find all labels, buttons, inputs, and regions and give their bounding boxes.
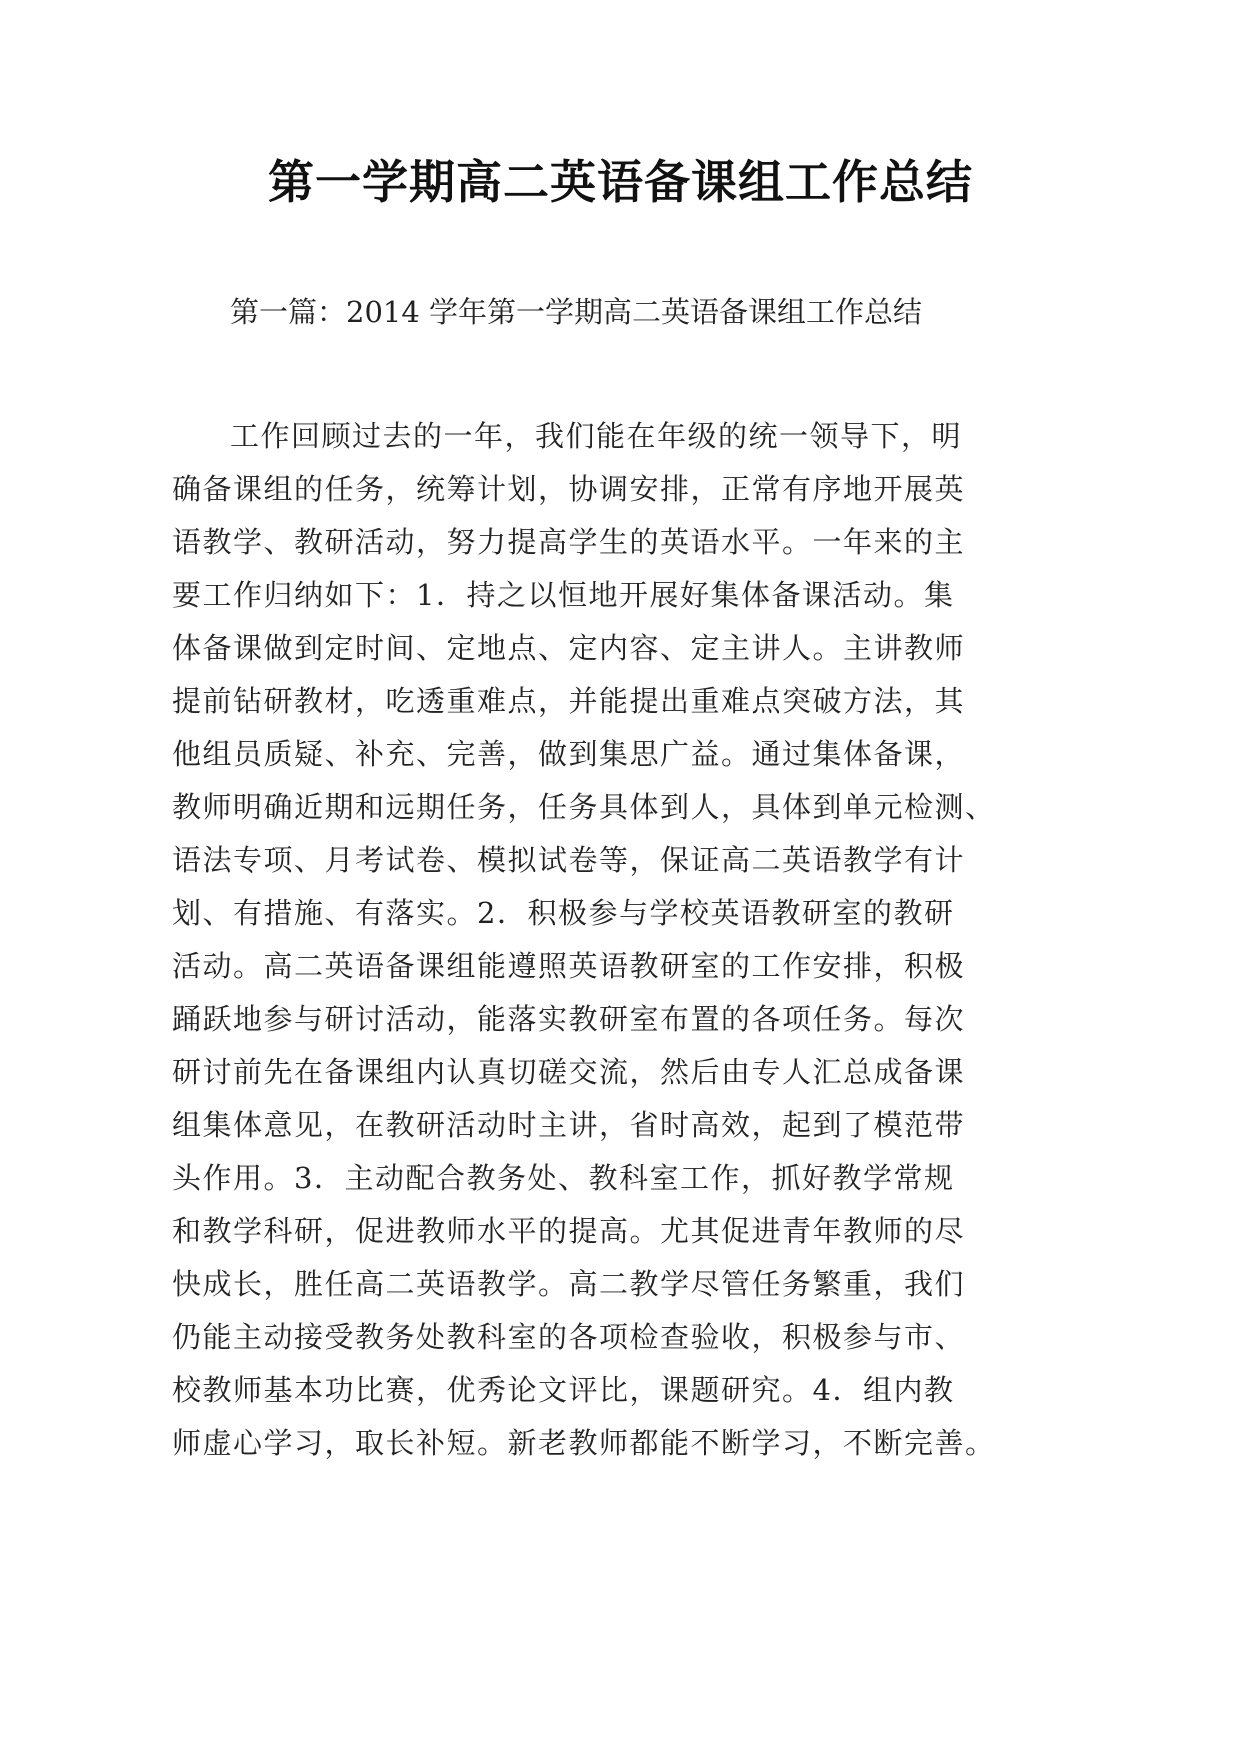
body-line: 头作用。3．主动配合教务处、教科室工作，抓好教学常规 <box>172 1161 955 1195</box>
body-line: 教师明确近期和远期任务，任务具体到人，具体到单元检测、 <box>172 790 996 824</box>
document-body <box>172 410 1072 1470</box>
body-line: 和教学科研，促进教师水平的提高。尤其促进青年教师的尽 <box>172 1214 966 1248</box>
body-line: 工作回顾过去的一年，我们能在年级的统一领导下，明 <box>230 419 963 453</box>
body-line: 踊跃地参与研讨活动，能落实教研室布置的各项任务。每次 <box>172 1002 966 1036</box>
body-line: 语法专项、月考试卷、模拟试卷等，保证高二英语教学有计 <box>172 843 966 877</box>
body-line: 组集体意见，在教研活动时主讲，省时高效，起到了模范带 <box>172 1108 966 1142</box>
body-line: 快成长，胜任高二英语教学。高二教学尽管任务繁重，我们 <box>172 1267 966 1301</box>
body-line: 师虚心学习，取长补短。新老教师都能不断学习，不断完善。 <box>172 1426 996 1460</box>
body-line: 仍能主动接受教务处教科室的各项检查验收，积极参与市、 <box>172 1320 966 1354</box>
document-title: 第一学期高二英语备课组工作总结 <box>268 155 973 209</box>
body-line: 要工作归纳如下：1．持之以恒地开展好集体备课活动。集 <box>172 578 955 612</box>
body-line: 活动。高二英语备课组能遵照英语教研室的工作安排，积极 <box>172 949 966 983</box>
body-line: 划、有措施、有落实。2．积极参与学校英语教研室的教研 <box>172 896 955 930</box>
body-line: 确备课组的任务，统筹计划，协调安排，正常有序地开展英 <box>172 472 966 506</box>
body-line: 他组员质疑、补充、完善，做到集思广益。通过集体备课， <box>172 737 966 771</box>
body-line: 提前钻研教材，吃透重难点，并能提出重难点突破方法，其 <box>172 684 966 718</box>
body-line: 语教学、教研活动，努力提高学生的英语水平。一年来的主 <box>172 525 966 559</box>
body-line: 校教师基本功比赛，优秀论文评比，课题研究。4．组内教 <box>172 1373 955 1407</box>
body-line: 体备课做到定时间、定地点、定内容、定主讲人。主讲教师 <box>172 631 966 665</box>
document-subtitle: 第一篇：2014 学年第一学期高二英语备课组工作总结 <box>230 295 923 329</box>
body-line: 研讨前先在备课组内认真切磋交流，然后由专人汇总成备课 <box>172 1055 966 1089</box>
